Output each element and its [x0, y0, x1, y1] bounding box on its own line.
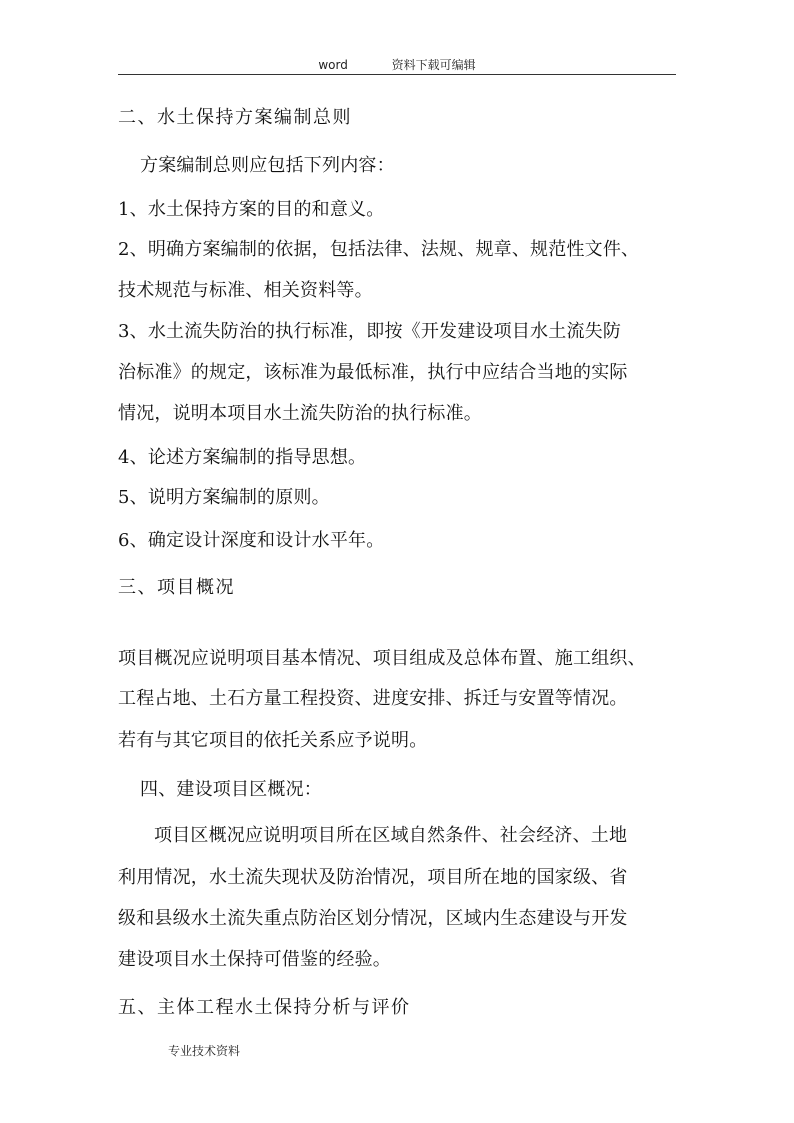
list-item-continued: 治标准》的规定，该标准为最低标准，执行中应结合当地的实际 [118, 362, 628, 383]
list-item: 1、水土保持方案的目的和意义。 [118, 199, 385, 220]
list-item: 2、明确方案编制的依据，包括法律、法规、规章、规范性文件、 [118, 239, 640, 260]
paragraph-line: 若有与其它项目的依托关系应予说明。 [118, 730, 428, 751]
list-item-continued: 技术规范与标准、相关资料等。 [118, 280, 373, 301]
list-item: 5、说明方案编制的原则。 [118, 487, 330, 508]
page-header [0, 56, 794, 73]
paragraph-line: 级和县级水土流失重点防治区划分情况，区域内生态建设与开发 [118, 908, 628, 929]
section-heading: 二、水土保持方案编制总则 [118, 107, 352, 128]
paragraph-line: 项目概况应说明项目基本情况、项目组成及总体布置、施工组织、 [118, 648, 646, 669]
section-heading: 五、主体工程水土保持分析与评价 [118, 997, 411, 1018]
paragraph-line: 方案编制总则应包括下列内容： [140, 155, 395, 176]
paragraph-line: 工程占地、土石方量工程投资、进度安排、拆迁与安置等情况。 [118, 688, 628, 709]
paragraph-line: 利用情况，水土流失现状及防治情况，项目所在地的国家级、省 [118, 867, 628, 888]
list-item: 3、水土流失防治的执行标准，即按《开发建设项目水土流失防 [118, 321, 622, 342]
header-rule [118, 74, 676, 75]
list-item-continued: 情况，说明本项目水土流失防治的执行标准。 [118, 403, 482, 424]
list-item: 6、确定设计深度和设计水平年。 [118, 530, 385, 551]
list-item: 4、论述方案编制的指导思想。 [118, 447, 367, 468]
paragraph-line: 建设项目水土保持可借鉴的经验。 [118, 949, 391, 970]
header-caption: 资料下载可编辑 [391, 58, 476, 72]
page-footer: 专业技术资料 [168, 1044, 241, 1058]
paragraph-line: 项目区概况应说明项目所在区域自然条件、社会经济、土地 [154, 825, 628, 846]
section-heading: 四、建设项目区概况： [140, 779, 322, 800]
section-heading: 三、项目概况 [118, 577, 235, 598]
header-word: word [318, 58, 348, 72]
